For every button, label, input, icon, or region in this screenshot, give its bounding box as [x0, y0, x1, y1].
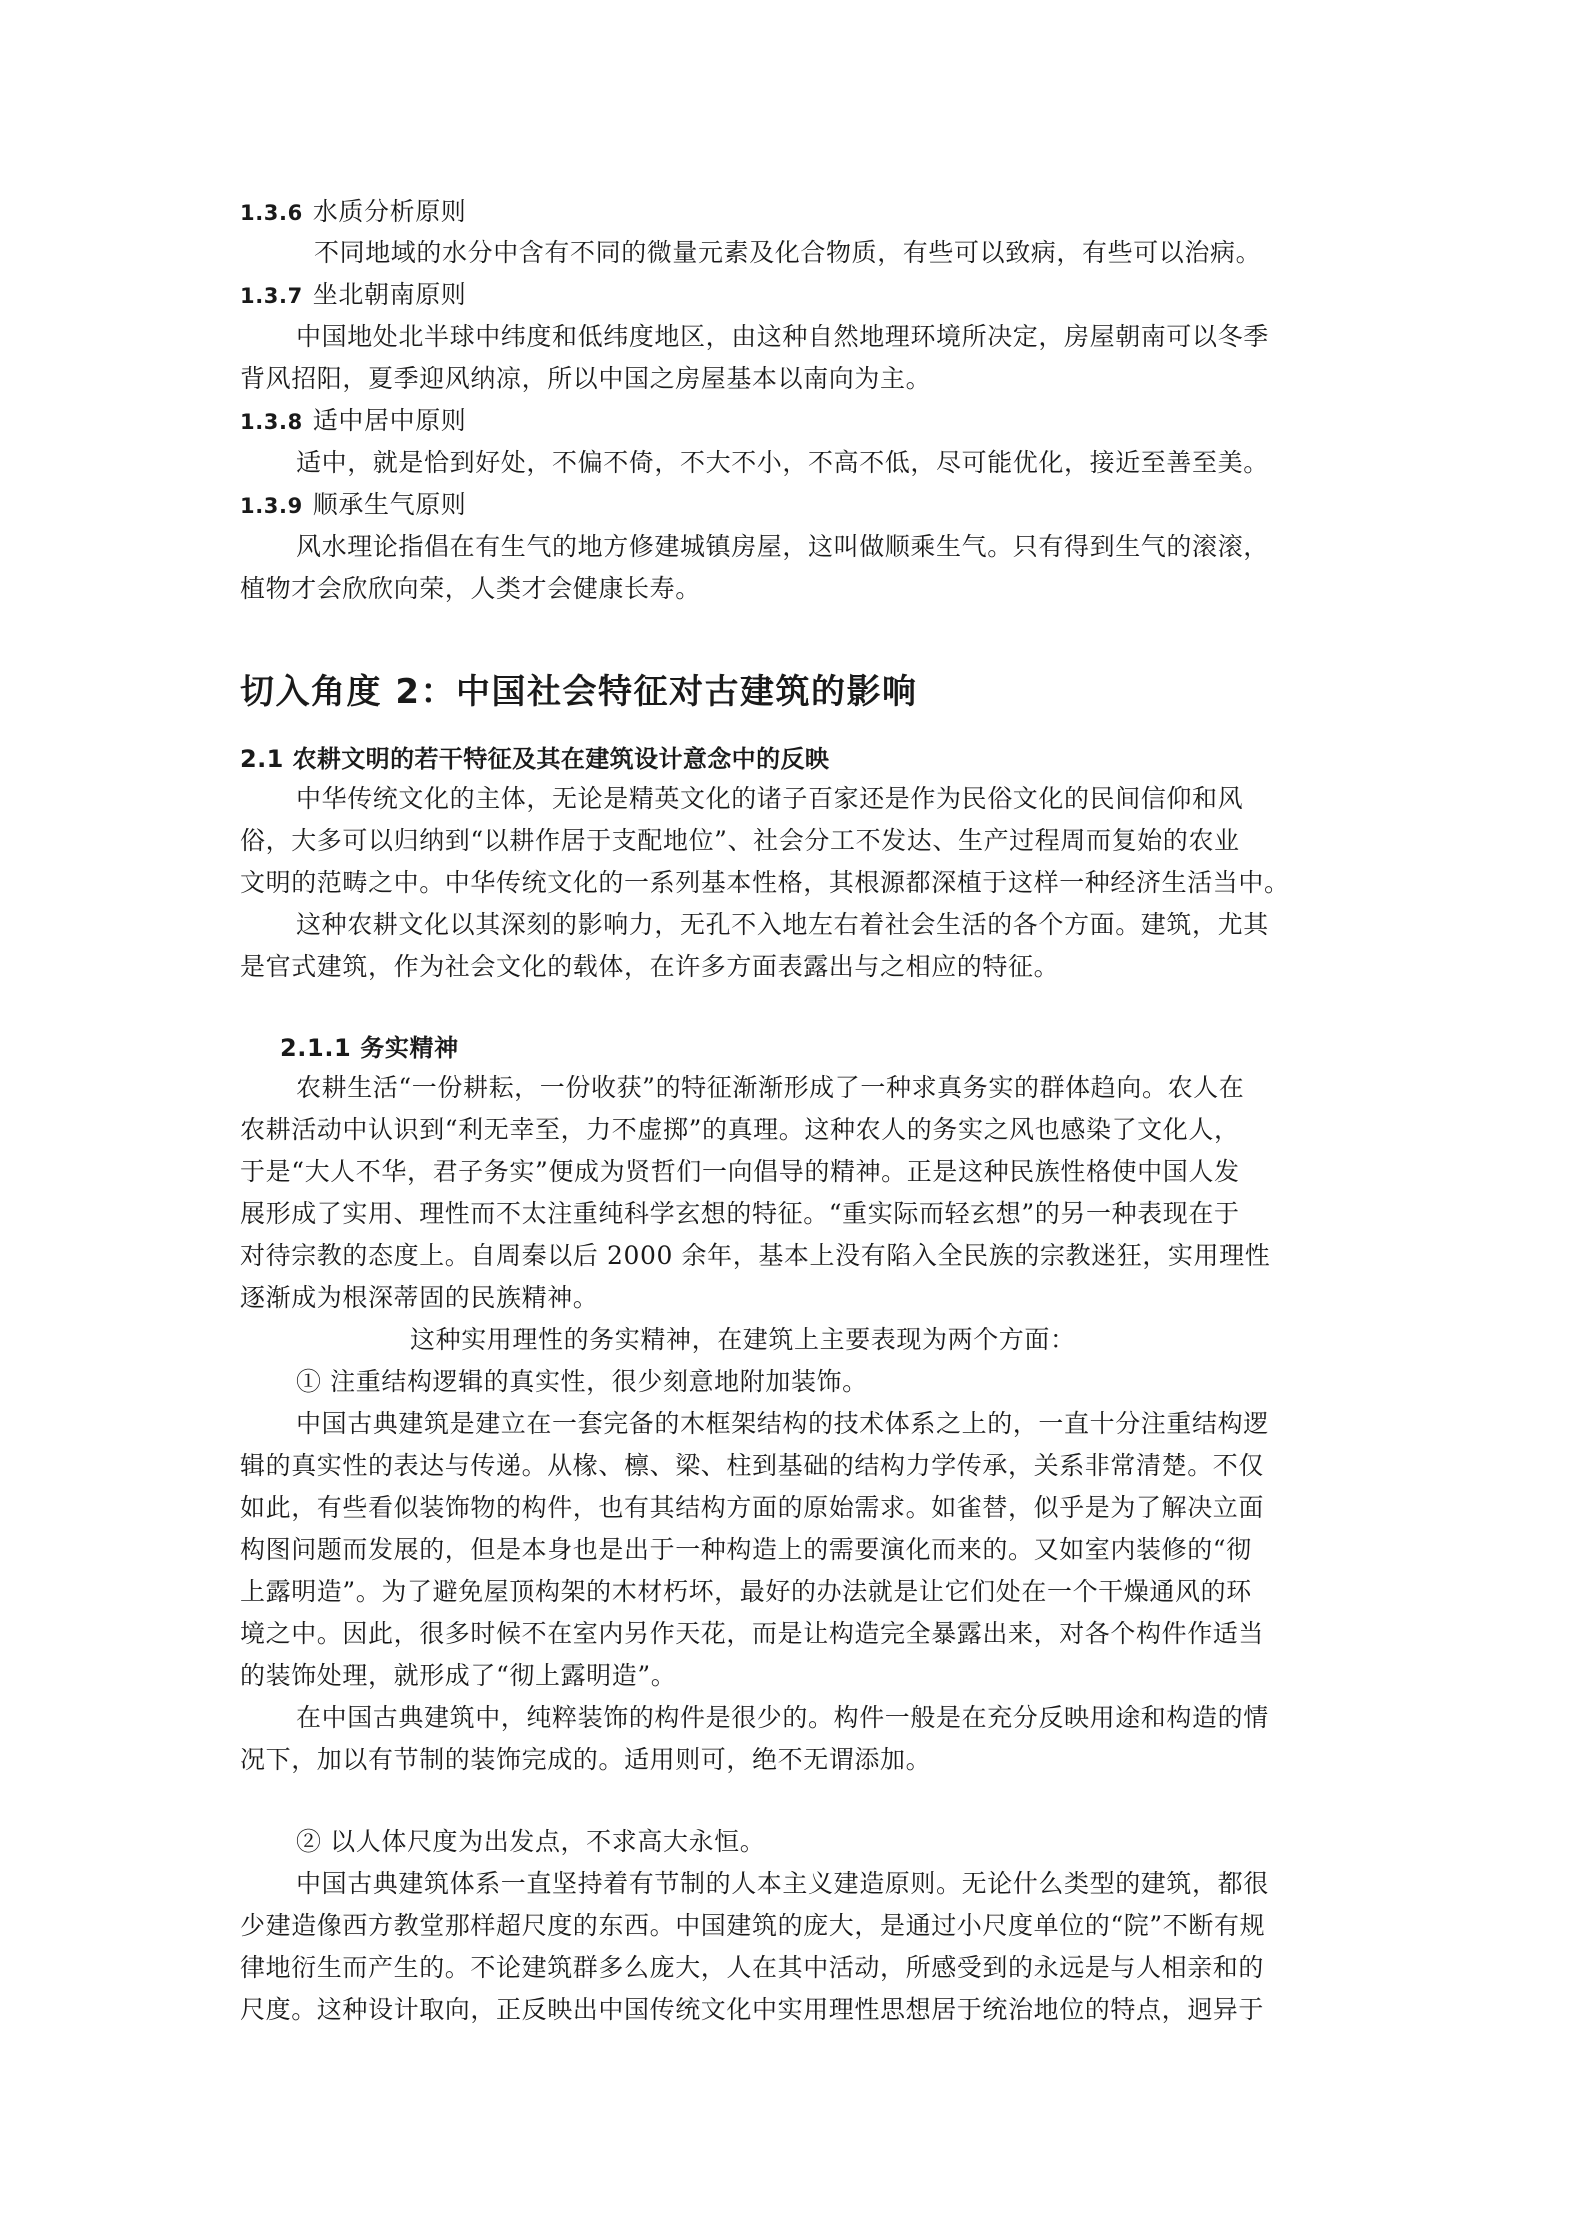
paragraph-line: 不同地域的水分中含有不同的微量元素及化合物质，有些可以致病，有些可以治病。	[314, 238, 1262, 267]
paragraph-line: 文明的范畴之中。中华传统文化的一系列基本性格，其根源都深植于这样一种经济生活当中。	[240, 868, 1290, 897]
list-item-point-1: ① 注重结构逻辑的真实性，很少刻意地附加装饰。	[296, 1367, 868, 1396]
paragraph-line: 农耕活动中认识到“利无幸至，力不虚掷”的真理。这种农人的务实之风也感染了文化人，	[240, 1115, 1240, 1144]
paragraph-line: 的装饰处理，就形成了“彻上露明造”。	[240, 1661, 677, 1690]
section-heading-2-1-1: 2.1.1 务实精神	[280, 1034, 459, 1062]
paragraph-line: 少建造像西方教堂那样超尺度的东西。中国建筑的庞大，是通过小尺度单位的“院”不断有规	[240, 1911, 1266, 1940]
document-page	[240, 0, 1350, 2240]
section-heading-1-3-7: 1.3.7 坐北朝南原则	[240, 280, 467, 309]
paragraph-line: 俗，大多可以归纳到“以耕作居于支配地位”、社会分工不发达、生产过程周而复始的农业	[240, 826, 1240, 855]
section-heading-2-1: 2.1 农耕文明的若干特征及其在建筑设计意念中的反映	[240, 745, 830, 773]
section-heading-1-3-9: 1.3.9 顺承生气原则	[240, 490, 467, 519]
paragraph-line: 这种实用理性的务实精神，在建筑上主要表现为两个方面：	[410, 1325, 1076, 1354]
paragraph-line: 逐渐成为根深蒂固的民族精神。	[240, 1283, 599, 1312]
paragraph-line: 中国古典建筑是建立在一套完备的木框架结构的技术体系之上的，一直十分注重结构逻	[296, 1409, 1269, 1438]
paragraph-line: 中华传统文化的主体，无论是精英文化的诸子百家还是作为民俗文化的民间信仰和风	[296, 784, 1244, 813]
paragraph-line: 中国地处北半球中纬度和低纬度地区，由这种自然地理环境所决定，房屋朝南可以冬季	[296, 322, 1269, 351]
section-heading-1-3-6: 1.3.6 水质分析原则	[240, 197, 467, 226]
chapter-heading: 切入角度 2：中国社会特征对古建筑的影响	[240, 672, 918, 712]
paragraph-line: 构图问题而发展的，但是本身也是出于一种构造上的需要演化而来的。又如室内装修的“彻	[240, 1535, 1252, 1564]
paragraph-line: 律地衍生而产生的。不论建筑群多么庞大，人在其中活动，所感受到的永远是与人相亲和的	[240, 1953, 1265, 1982]
paragraph-line: 是官式建筑，作为社会文化的载体，在许多方面表露出与之相应的特征。	[240, 952, 1060, 981]
paragraph-line: 植物才会欣欣向荣，人类才会健康长寿。	[240, 574, 701, 603]
paragraph-line: 对待宗教的态度上。自周秦以后 2000 余年，基本上没有陷入全民族的宗教迷狂，实用理性	[240, 1241, 1271, 1270]
section-heading-1-3-8: 1.3.8 适中居中原则	[240, 406, 467, 435]
paragraph-line: 适中，就是恰到好处，不偏不倚，不大不小，不高不低，尽可能优化，接近至善至美。	[296, 448, 1269, 477]
list-item-point-2: ② 以人体尺度为出发点，不求高大永恒。	[296, 1827, 766, 1856]
paragraph-line: 中国古典建筑体系一直坚持着有节制的人本主义建造原则。无论什么类型的建筑，都很	[296, 1869, 1269, 1898]
paragraph-line: 农耕生活“一份耕耘，一份收获”的特征渐渐形成了一种求真务实的群体趋向。农人在	[296, 1073, 1245, 1102]
paragraph-line: 如此，有些看似装饰物的构件，也有其结构方面的原始需求。如雀替，似乎是为了解决立面	[240, 1493, 1265, 1522]
paragraph-line: 况下，加以有节制的装饰完成的。适用则可，绝不无谓添加。	[240, 1745, 932, 1774]
paragraph-line: 背风招阳，夏季迎风纳凉，所以中国之房屋基本以南向为主。	[240, 364, 932, 393]
paragraph-line: 辑的真实性的表达与传递。从椽、檩、梁、柱到基础的结构力学传承，关系非常清楚。不仅	[240, 1451, 1265, 1480]
paragraph-line: 境之中。因此，很多时候不在室内另作天花，而是让构造完全暴露出来，对各个构件作适当	[240, 1619, 1265, 1648]
paragraph-line: 展形成了实用、理性而不太注重纯科学玄想的特征。“重实际而轻玄想”的另一种表现在于	[240, 1199, 1240, 1228]
paragraph-line: 风水理论指倡在有生气的地方修建城镇房屋，这叫做顺乘生气。只有得到生气的滚滚，	[296, 532, 1269, 561]
paragraph-line: 尺度。这种设计取向，正反映出中国传统文化中实用理性思想居于统治地位的特点，迥异于	[240, 1995, 1265, 2024]
paragraph-line: 于是“大人不华，君子务实”便成为贤哲们一向倡导的精神。正是这种民族性格使中国人发	[240, 1157, 1240, 1186]
paragraph-line: 上露明造”。为了避免屋顶构架的木材朽坏，最好的办法就是让它们处在一个干燥通风的环	[240, 1577, 1252, 1606]
paragraph-line: 这种农耕文化以其深刻的影响力，无孔不入地左右着社会生活的各个方面。建筑，尤其	[296, 910, 1269, 939]
paragraph-line: 在中国古典建筑中，纯粹装饰的构件是很少的。构件一般是在充分反映用途和构造的情	[296, 1703, 1269, 1732]
